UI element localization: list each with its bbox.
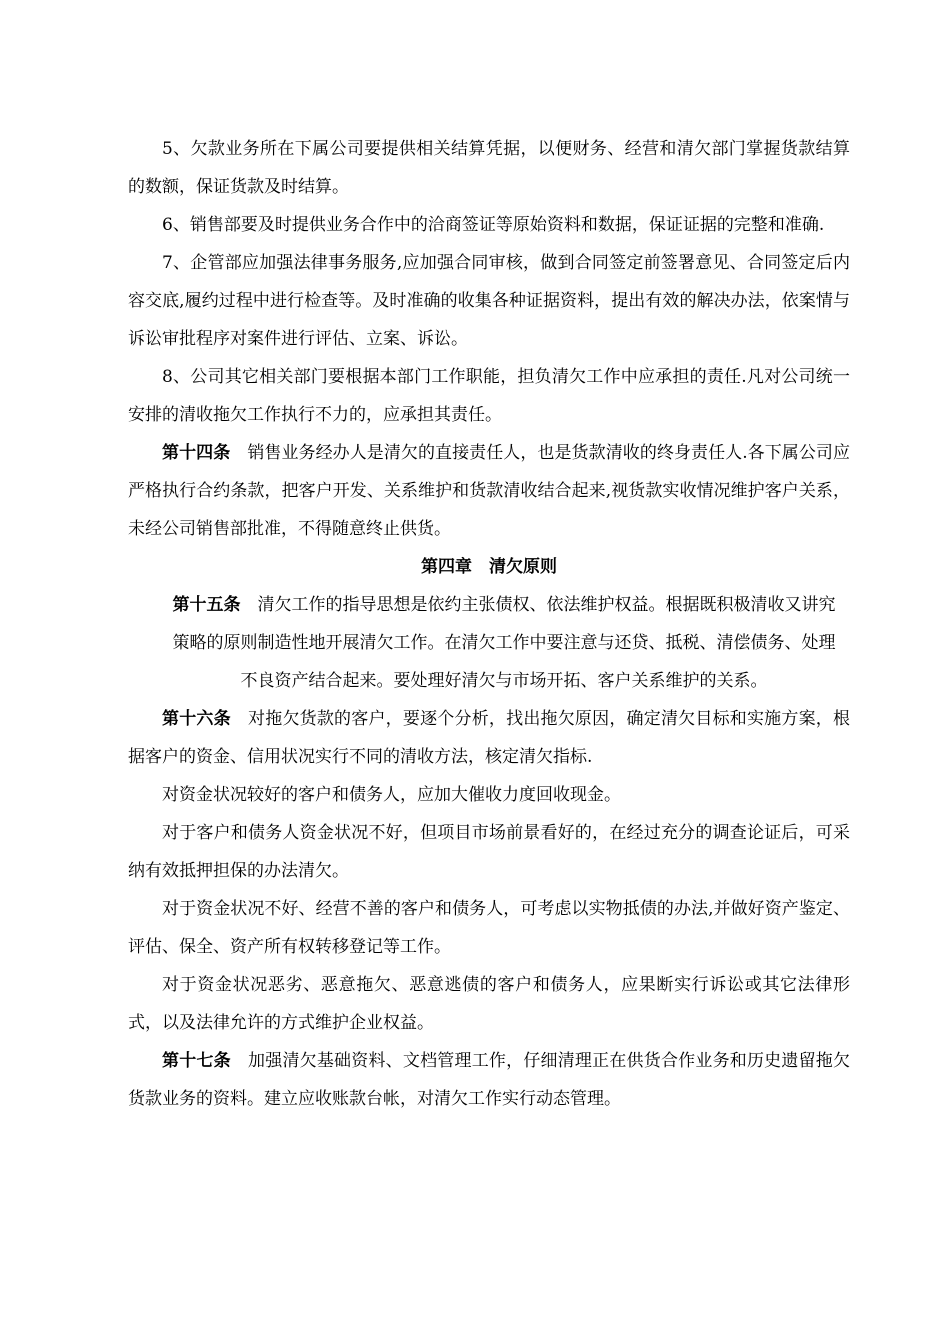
paragraph-item-6: 6、销售部要及时提供业务合作中的洽商签证等原始资料和数据，保证证据的完整和准确. [162, 215, 825, 235]
article-16-text: 对拖欠货款的客户，要逐个分析，找出拖欠原因，确定清欠目标和实施方案，根据客户的资金、信用状况实行不同的清收方法，核定清欠指标. [128, 709, 851, 767]
article-16-label: 第十六条 [162, 709, 231, 729]
paragraph-item-8: 8、公司其它相关部门要根据本部门工作职能，担负清欠工作中应承担的责任.凡对公司统一安排的清收拖欠工作执行不力的，应承担其责任。 [128, 367, 850, 425]
article-17 [128, 1042, 850, 1118]
article-14-label: 第十四条 [162, 443, 231, 463]
paragraph-item-7: 7、企管部应加强法律事务服务,应加强合同审核，做到合同签定前签署意见、合同签定后内容交底,履约过程中进行检查等。及时准确的收集各种证据资料，提出有效的解决办法，依案情与诉讼审批程序对案件进行评估、立案、诉讼。 [128, 253, 850, 349]
article-16-item: 对于客户和债务人资金状况不好，但项目市场前景看好的，在经过充分的调查论证后，可采纳有效抵押担保的办法清欠。 [128, 823, 850, 881]
article-14 [128, 434, 850, 548]
article-15-label: 第十五条 [172, 595, 241, 615]
document-body [128, 130, 850, 1118]
article-15 [128, 586, 850, 700]
paragraph-item-5: 5、欠款业务所在下属公司要提供相关结算凭据，以便财务、经营和清欠部门掌握货款结算的数额，保证货款及时结算。 [128, 139, 850, 197]
article-17-label: 第十七条 [162, 1051, 231, 1071]
article-16-item: 对于资金状况不好、经营不善的客户和债务人，可考虑以实物抵债的办法,并做好资产鉴定、评估、保全、资产所有权转移登记等工作。 [128, 899, 850, 957]
article-15-text: 清欠工作的指导思想是依约主张债权、依法维护权益。根据既积极清收又讲究策略的原则制造性地开展清欠工作。在清欠工作中要注意与还贷、抵税、清偿债务、处理不良资产结合起来。要处理好清欠与市场开拓、客户关系维护的关系。 [172, 595, 836, 691]
article-16-item: 对于资金状况恶劣、恶意拖欠、恶意逃债的客户和债务人，应果断实行诉讼或其它法律形式，以及法律允许的方式维护企业权益。 [128, 975, 850, 1033]
article-17-text: 加强清欠基础资料、文档管理工作，仔细清理正在供货合作业务和历史遗留拖欠货款业务的资料。建立应收账款台帐，对清欠工作实行动态管理。 [128, 1051, 851, 1109]
article-16 [128, 700, 850, 776]
chapter-heading [128, 548, 850, 586]
article-16-item: 对资金状况较好的客户和债务人，应加大催收力度回收现金。 [162, 785, 621, 805]
chapter-number: 第四章 [421, 557, 472, 577]
chapter-title: 清欠原则 [489, 557, 557, 577]
article-14-text: 销售业务经办人是清欠的直接责任人，也是货款清收的终身责任人.各下属公司应严格执行合约条款，把客户开发、关系维护和货款清收结合起来,视货款实收情况维护客户关系，未经公司销售部批准，不得随意终止供货。 [128, 443, 851, 539]
